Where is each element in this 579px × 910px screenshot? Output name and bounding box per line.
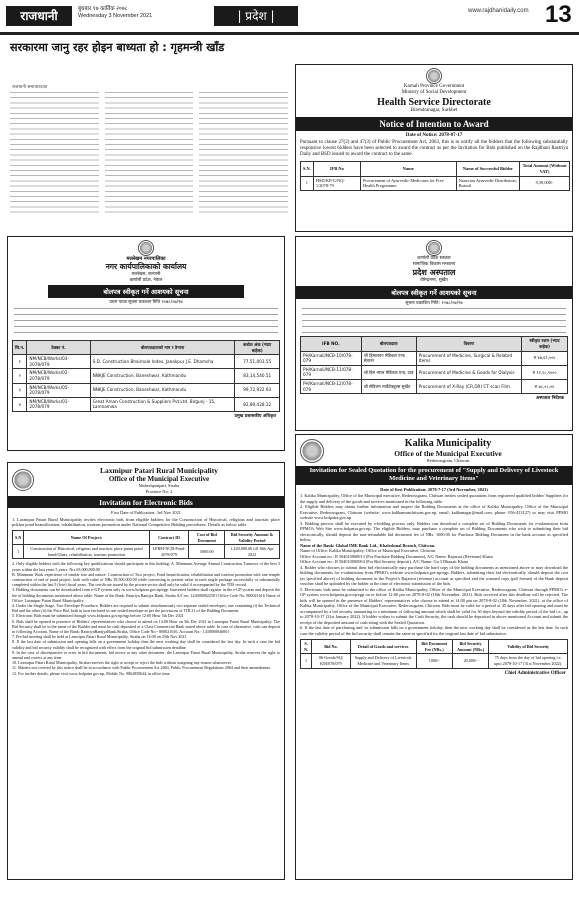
kal-title: Kalika Municipality — [404, 438, 492, 449]
list-item: Office Account no.: B 504010000004 (For Bid Security deposit), A/C Name: Gu 3 Dhauati Khata — [300, 559, 468, 565]
table-cell: NM/NCB/Works/01-2078/079 — [27, 397, 90, 411]
list-item: 2. Eligible Bidders may obtain further information and inspect the Bidding Documents at the office of Kalika Municipality, Office of the Municipal Executive, Rederossgram, Chitwan (website: www.kalikamunchitwan.gov.np, email: kalikanagar@mail.com, phone: 056-413127) or may visit PPMO website www.bolpatra.gov.np. — [300, 504, 568, 521]
nepal-emblem-icon — [426, 68, 442, 84]
ph-date: सूचना प्रकाशित मिति: २०७८/०७/१७ — [405, 300, 463, 306]
list-item: 6. Bids shall be opened in presence of Bidders' representatives who choose to attend on 14:00 Hour on 5th Dec 2021 in Laxmipur Patari Rural Municipality. The Bid Security shall be in the name of the Builder and must be cash deposited or a Class Commercial Bank stated above table. In case of alternative, cash can deposit in following Account. Name of the Bank: RastriyaBanijyaBank,Siraha, Office Code No:- 800021616, Account No:- 1430000046001 — [12, 618, 280, 634]
table-cell: NNKJE Construction, Baneshwar, Kathmandu — [90, 383, 235, 397]
table-cell: NM/NCB/Works/02-2078/079 — [27, 369, 90, 383]
table-cell: 1 — [301, 176, 314, 190]
table-header: IFB NO. — [301, 337, 362, 351]
table-cell: ४ — [13, 397, 27, 411]
table-cell: श्री हिम भ्याल मेडिकल एन्ड, दाङ — [361, 365, 416, 379]
ph-location: वीरेन्द्रनगर, सुर्खेत — [420, 278, 448, 284]
list-item: 1. Kalika Municipality, Office of the Municipal executive, Rederossgram, Chitwan invites sealed quotations from registered qualified bidder/ Suppliers for the supply and delivery of the goods and services mentioned in the following table. — [300, 493, 568, 504]
table-header: बोलपत्रदाताको नाम र ठेगाना — [90, 340, 235, 354]
table-cell: रु ११,२८,९००० — [522, 365, 568, 379]
np-line4: कर्णाली प्रदेश, नेपाल — [129, 277, 163, 283]
ph-table — [300, 336, 568, 394]
table-cell: Procurement of Ayurvedic Medicines for Free Health Programme. — [360, 176, 456, 190]
table-cell: श्री सेवित्तम मार्केटेड्युल्स सुर्खेत — [361, 379, 416, 393]
ph-signature: अस्पताल निर्देशक — [536, 396, 564, 402]
table-header: Name Of Project: — [24, 530, 149, 544]
table-cell: PH/Karnali/NCB-11/078-079 — [301, 365, 362, 379]
kal-table — [300, 639, 568, 668]
table-cell: Nauvrtan Ayurvedic Distributors, Butwal — [456, 176, 520, 190]
table-header: S.N — [13, 530, 24, 544]
np-table — [12, 340, 280, 412]
table-row — [301, 176, 570, 190]
ph-notice-title: बोलपत्र स्वीकृत गर्ने आशयको सूचना — [296, 286, 572, 299]
list-item: 5. Electronic Bids must be submitted through www.bolpatra.gov.np/egp before 12:00 Hour 5th Dec 2021 — [12, 613, 184, 619]
kalika-notice — [295, 434, 573, 880]
table-row — [301, 654, 568, 668]
table-header: विवरण — [416, 337, 521, 351]
table-cell: PH/Karnali/NCB-12/078-079 — [301, 379, 362, 393]
table-cell: Great Aman Construction & Suppliers Pvt.Ltd. Birgunj - 15, Lamnamwa — [90, 397, 235, 411]
news-headline: सरकारमा जानु रहर होइन बाध्यता हो : गृहमन्त्री खाँड — [10, 41, 225, 54]
table-cell: 1,220,000.00 till 10th Apr 2022 — [225, 545, 280, 559]
table-header: स्वीकृत रकम (भ्याट बाहेक) — [522, 337, 568, 351]
lax-location1: Maheshpatipati, Siraha — [138, 483, 180, 488]
hsd-org-line2: Ministry of Social Development — [401, 90, 467, 96]
lax-intro: 1. Laxmipur Patari Rural Municipality invites electronic bids from eligible bidders for the Construction of Historical, religious and touristic place pokhar pond beautification, rehabilitation, tourism promotion under National Competitive Bidding procedures. Details as below table. — [12, 516, 280, 528]
lax-title: Laxmipur Patari Rural Municipality — [100, 466, 218, 475]
table-header: Name of Successful Bidder — [456, 162, 520, 176]
table-header: IFB No — [313, 162, 360, 176]
table-row — [301, 365, 568, 379]
list-item: 7. Pre-bid meeting shall be held at Laxmipur Patari Rural Municipality, Siraha on 14:00 on 25th Nov 2021 — [12, 634, 187, 640]
lax-location2: Province No: 2 — [145, 488, 173, 494]
table-cell: 75 days from the day of bid opening i.e. upto 2078-10-17 (31st November 2022). — [489, 654, 568, 668]
table-cell: रु ४७,६९,००० — [522, 351, 568, 365]
table-cell: Procurement of X-Ray (CR,DR) CT scan Film. — [416, 379, 521, 393]
nepal-emblem-icon — [426, 240, 442, 256]
list-item: 4. Bidder who chooses to submit their bid electronically may purchase the hard copy of the bidding documents as mentioned above or may download the bidding documents for e-submission from PPMO's website www.bolpatra.gov.np/egp. Bidders, submitting their bid electronically, should deposit the cost (as specified above) of bidding document in the Project's Rajaswa (revenue) account as specified and the scanned copy (pdf format) of the Bank deposit voucher shall be uploaded by the bidder at the time of electronic submission of the bids. — [300, 564, 568, 587]
lax-table — [12, 530, 280, 559]
list-item: 5. Electronic bids must be submitted to the office of Kalika Municipality, Office of the Municipal Executive, Rederossgram, Chitwan through PPMO's e-GP system www.bolpatra.gov.np/egp on or before 12:00 pm on 2078-8-02 (18th November, 2021). Bids received after this deadline will be rejected. The bids will be opened in the presence of Bidders' representatives who choose to attend at 14:00 pm on 2078-8-02 (18th November, 2021). at the office of Kalika Municipality, Office of the Municipal Executive, Rederossgram, Chitwan. Bids must be valid for a period of 45 days after bid opening and must be accompanied by a bid security amounting to a minimum of following amount which shall be valid for 30 days beyond the validity period of the bid i.e., up to 2078-10-17 (31st January 2022). If bidder wishes to submit the Cash Security, the cash should be deposited in above mentioned Account and submit the receipt of the deposited amount of cash along with the Sealed Quotation. — [300, 586, 568, 625]
table-cell: Procurement of Medicine, Surgical & Related Items — [416, 351, 521, 365]
table-row — [13, 369, 280, 383]
table-cell: Construction of Historical, religious and touristic place patari pond bund/Ghats, rehabilitation, tourism promotion — [24, 545, 149, 559]
table-row — [301, 379, 568, 393]
page-number: 13 — [545, 1, 572, 28]
np-line3: मल्लेखम, सल्यानी — [131, 272, 161, 278]
table-header: Detail of Goods and services — [350, 640, 416, 654]
pradesh-hospital-notice — [295, 236, 573, 431]
table-cell: NM/NCB/Works/03-2078/079 — [27, 355, 90, 369]
list-item: 6. If the last date of purchasing and /or submission falls on a government holiday, then the next working day shall be considered as the last date. In such case the validity period of the bid security shall remain the same as specified for the original last date of bid submission. — [300, 625, 568, 636]
section-badge: | प्रदेश | — [214, 6, 298, 26]
news-byline: राजधानी समाचारदाता — [12, 85, 48, 90]
table-header: बोलपत्रदाता — [361, 337, 416, 351]
kal-signature: Chief Administrative Officer — [504, 670, 566, 676]
table-header: Bid Security Amount & Validity Period — [225, 530, 280, 544]
table-row — [13, 397, 280, 411]
hsd-body: Pursuant to clause 27(2) and 47(3) of Public Procurement Act, 2063, this is to notify all the bidders that the following substantially responsive lowest bidders have been selected to award the contract as per the Invitation for Bids published on the Rajdhani Rastriya Daily and BSD issued to award the contract to the same. — [300, 139, 568, 158]
kal-items — [296, 492, 572, 637]
laxmipur-notice — [7, 462, 285, 880]
hsd-org-line1: Karnali Province Government — [403, 84, 465, 89]
list-item: B. Minimum Work experience of similar size and nature: Construction of Two project, Pond beautification, rehabilitation and tourism promotion with one temple construction of end of pond project, both with value of NRs 39,500,000.00 while converting to present value in each single package successfully or substantially completed within the last 5 (five) fiscal years. The certificate issued by the private sector shall only be valid if accompanied by the TDS record. — [12, 571, 280, 588]
hsd-notice — [295, 64, 573, 232]
paper-logo: राजधानी — [6, 6, 72, 26]
table-cell: 82,89,428.12 — [235, 397, 280, 411]
list-item: 2. Only eligible bidders with the following key qualifications should participate in this bidding: A. Minimum Average Annual Construction Turnover of the best 3 years within the last years 5 years: Nrs.65,000,000.00 — [12, 561, 280, 572]
table-cell: 20,000/- — [452, 654, 489, 668]
hsd-title: Health Service Directorate — [377, 97, 491, 109]
table-cell: श्री हिमालयन मेडिकल एण्ड सेवानर — [361, 351, 416, 365]
table-header: Name — [360, 162, 456, 176]
website-link[interactable]: www.rajdhanidaily.com — [468, 8, 529, 14]
ph-line1: कर्णाली प्रदेश सरकार — [417, 256, 451, 261]
hsd-date: Date of Notice: 2078-07-17 — [405, 132, 463, 138]
table-header: Bid No. — [312, 640, 351, 654]
hsd-notice-title: Notice of Intention to Award — [296, 117, 572, 131]
table-row — [13, 383, 280, 397]
table-cell: 1000/- — [416, 654, 452, 668]
table-cell: 1 — [301, 654, 312, 668]
kal-date: Date of first Publication: 2078-7-17 (3rd November, 2021) — [380, 486, 488, 492]
np-body-text — [14, 308, 278, 338]
list-item: 11. Matters not covered by this notice shall be in accordance with Public Procurement Act 2063, Public Procurement Regulations 2064 and their amendments. — [12, 665, 272, 671]
table-header: Validity of Bid Security — [489, 640, 568, 654]
np-signature: प्रमुख प्रशासकीय अधिकृत — [234, 413, 276, 419]
table-header: कबोल अंक (भ्याट बाहेक) — [235, 340, 280, 354]
table-cell: 99,72,922.93 — [235, 383, 280, 397]
news-column — [199, 92, 288, 217]
ph-body-text — [302, 308, 566, 334]
news-column — [105, 92, 194, 217]
header-rule — [0, 32, 579, 35]
ph-line2: सामाजिक विकास मन्त्रालय — [412, 261, 456, 267]
table-cell: Supply and Delivery of Livestock Medicine and Veterinary Items — [350, 654, 416, 668]
table-header: S.N. — [301, 162, 314, 176]
table-cell: १ — [13, 355, 27, 369]
hsd-location: Birendranagar, Surkhet — [410, 108, 458, 114]
list-item: 3. Bidding documents can be downloaded from e-GP system only in www.bolpatra.gov.np/egp. Interested bidders shall register in the e-GP system and deposit the fee of bidding documents mentioned above table. Name of the Bank: Rastriya Banijya Bank, Siraha A/C no. 1430000022501 Office Code No. 800021616 Name of Office: Laxmipur Patari Rural Municipality. — [12, 587, 280, 603]
list-item: 8. If the last date of submission and opening falls on a government holiday then the next working day shall be considered the last day. In such a case the bid validity and bid security validity shall be recognized with effect from the original bid submission deadline. — [12, 639, 280, 650]
table-cell: 06-Goods/SQ/ KM/078/079 — [312, 654, 351, 668]
table-cell: LPRM-NCB-Pond-2078/079 — [149, 545, 189, 559]
table-header: Contract ID — [149, 530, 189, 544]
nepal-emblem-icon — [138, 240, 154, 256]
list-item: 10. Laxmipur Patari Rural Municipality, Siraha reserves the right to accept or reject the bids without assigning any reason whatsoever. — [12, 660, 232, 666]
lax-items — [8, 560, 284, 676]
table-header: Bid Security Amount (NRs.) — [452, 640, 489, 654]
news-body — [10, 92, 288, 217]
news-column — [10, 92, 99, 217]
table-cell: NM/NCB/Works/05-2078/079 — [27, 383, 90, 397]
hsd-award-table — [300, 161, 570, 190]
table-cell: 1 — [13, 545, 24, 559]
list-item: 3. Bidding process shall be executed by e-bidding process only. Bidders can download a complete set of Bidding Documents for e-submission from PPMO's Web Site www.bolpatra.gov.np. The eligible Bidders, may purchase a complete set of Bidding Documents who wish to submitting their bid electronically, should deposit the non-refundable bid document fee of NRs. 1000.00 for Purchase Bidding Document in the bank account as specified below. — [300, 520, 568, 543]
np-line2: नगर कार्यपालिकाको कार्यालय — [105, 262, 187, 272]
list-item: 9. In the case of discrepancies or error in bid documents, bid notice or any other document, the Laxmipur Patari Rural Municipality, Siraha reserves the right to amend and correct at any time. — [12, 649, 280, 660]
table-cell: ३ — [13, 383, 27, 397]
table-header: S. N. — [301, 640, 312, 654]
table-cell: NNKJE Construction, Baneshwar, Kathmandu — [90, 369, 235, 383]
table-cell: 77,51,003.55 — [235, 355, 280, 369]
table-cell: २ — [13, 369, 27, 383]
date-english: Wednesday 3 November 2021 — [78, 13, 153, 19]
table-cell: HSD/KP/G/NQ-1/2078-79 — [313, 176, 360, 190]
lax-subtitle: Office of the Municipal Executive — [108, 475, 210, 483]
np-date: प्रथम पटक सूचना प्रकाशन मिति २०७८/०७/१७ — [109, 300, 183, 306]
table-row — [13, 545, 280, 559]
table-cell: 83,14,540.51 — [235, 369, 280, 383]
table-cell: 9,39,000/- — [520, 176, 570, 190]
table-header: Cost of Bid Document — [189, 530, 225, 544]
table-header: सि.न. — [13, 340, 27, 354]
np-notice-title: बोलपत्र स्वीकृत गर्ने आशयको सूचना — [48, 285, 244, 298]
table-cell: 5000.00 — [189, 545, 225, 559]
nepal-emblem-icon — [300, 439, 324, 463]
mallekham-notice — [7, 236, 285, 451]
table-cell: S.D. Construction Bhairnale Index, Janakpur J.E. Dhamsha — [90, 355, 235, 369]
np-line1: मल्लेखम नगरपालिका — [126, 256, 166, 262]
kal-notice-title: Invitation for Sealed Quotation for the procurement of "Supply and Delivery of Livestock Medicine and Veterinary Items" — [296, 466, 572, 485]
lax-notice-title: Invitation for Electronic Bids — [8, 496, 284, 508]
table-header: ठेक्का नं. — [27, 340, 90, 354]
date-nepali: बुधबार १७ कार्तिक २०७८ — [78, 6, 128, 12]
list-item: Office Account no.: B 504010000013 (For Purchase Bidding Document), A/C Name: Rajaswa (Revenue) Khata — [300, 553, 493, 559]
table-row — [301, 351, 568, 365]
table-cell: PH/Karnali/NCB-10/078-079 — [301, 351, 362, 365]
lax-date: First Date of Publication: 3rd Nov 2021 — [111, 510, 181, 516]
ph-title: प्रदेश अस्पताल — [412, 268, 456, 278]
list-item: 4. Under the Single Stage, Two Envelope Procedure, Bidders are required to submit simultaneously two separate sealed envelopes, one containing (i) the Technical Bid and the other (ii) the Price Bid, both in turn enclosed in one sealed envelope as per the provisions of ITB 21 of the Bidding Document. — [12, 602, 280, 614]
kal-location: Rederossgram, Chitwan — [426, 458, 470, 463]
list-item: Name of Office: Kalika Municipality, Office of Municipal Executive, Chitwan. — [300, 548, 437, 554]
table-header: Bid Document Fee (NRs.) — [416, 640, 452, 654]
table-header: Total Amount (Without VAT) — [520, 162, 570, 176]
list-item: Name of the Bank: Global IME Bank Ltd., Khaleshmal Branch, Chitwan. — [300, 542, 436, 548]
nepal-emblem-icon — [12, 469, 34, 491]
list-item: 12. For further details, please visit www.bolpatra.gov.np, Mobile No. 9862858644 in office time. — [12, 670, 171, 676]
header-dates — [78, 6, 152, 20]
table-cell: Procurement of Medicine & Goods for Dialysis — [416, 365, 521, 379]
table-row — [13, 355, 280, 369]
table-cell: रु ७८,०८,०० — [522, 379, 568, 393]
kal-subtitle: Office of the Municipal Executive — [394, 449, 502, 458]
